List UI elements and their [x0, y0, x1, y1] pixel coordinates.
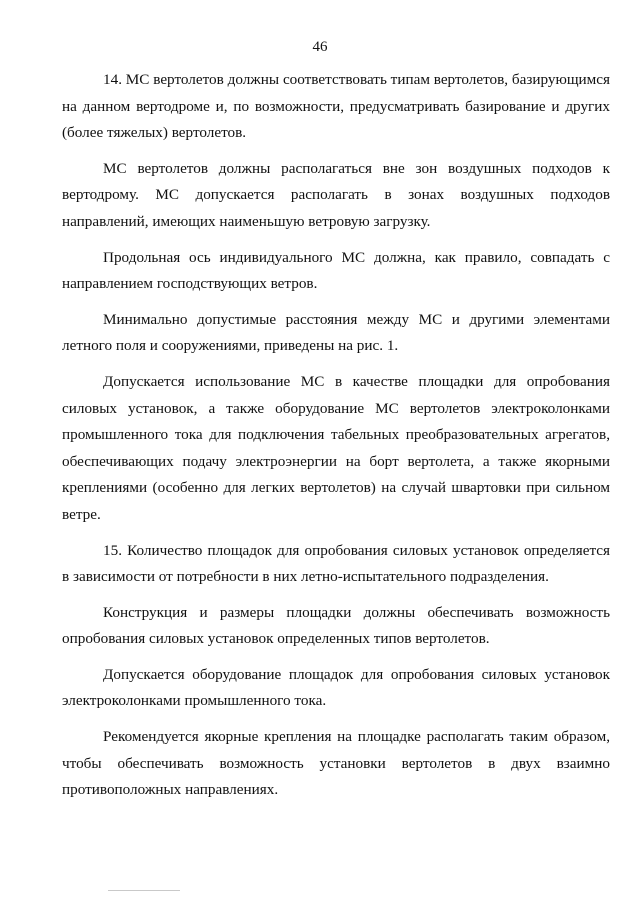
paragraph-engine-test-use: Допускается использование МС в качестве площадки для опробования силовых установок, а также оборудование МС вертолетов электроколонками промышленного тока для подключения табельных преобразовательных агрегатов, обеспечивающих подачу электроэнергии на борт вертолета, а также якорными креплениями (особенно для легких вертолетов) на случай швартовки при сильном ветре. — [62, 372, 610, 523]
paragraph-15-test-pad-count: 15. Количество площадок для опробования силовых установок определяется в зависимости от потребности в них летно-испытательного подразделения. — [62, 541, 610, 586]
paragraph-test-pad-design: Конструкция и размеры площадки должны обеспечивать возможность опробования силовых установок определенных типов вертолетов. — [62, 603, 610, 648]
paragraph-test-pad-power: Допускается оборудование площадок для опробования силовых установок электроколонками промышленного тока. — [62, 665, 610, 710]
paragraph-stand-placement: МС вертолетов должны располагаться вне зон воздушных подходов к вертодрому. МС допускается располагать в зонах воздушных подходов направлений, имеющих наименьшую ветровую загрузку. — [62, 159, 610, 230]
scan-edge-line — [108, 890, 180, 891]
paragraph-anchor-placement: Рекомендуется якорные крепления на площадке располагать таким образом, чтобы обеспечивать возможность установки вертолетов в двух взаимно противоположных направлениях. — [62, 728, 610, 799]
paragraph-14-helicopter-stands: 14. МС вертолетов должны соответствовать типам вертолетов, базирующимся на данном вертодроме и, по возможности, предусматривать базирование и других (более тяжелых) вертолетов. — [62, 71, 610, 142]
paragraph-minimum-distances: Минимально допустимые расстояния между МС и другими элементами летного поля и сооружениями, приведены на рис. 1. — [62, 310, 610, 355]
paragraph-stand-axis: Продольная ось индивидуального МС должна, как правило, совпадать с направлением господствующих ветров. — [62, 248, 610, 293]
page-number: 46 — [312, 39, 328, 55]
document-body — [62, 67, 610, 804]
